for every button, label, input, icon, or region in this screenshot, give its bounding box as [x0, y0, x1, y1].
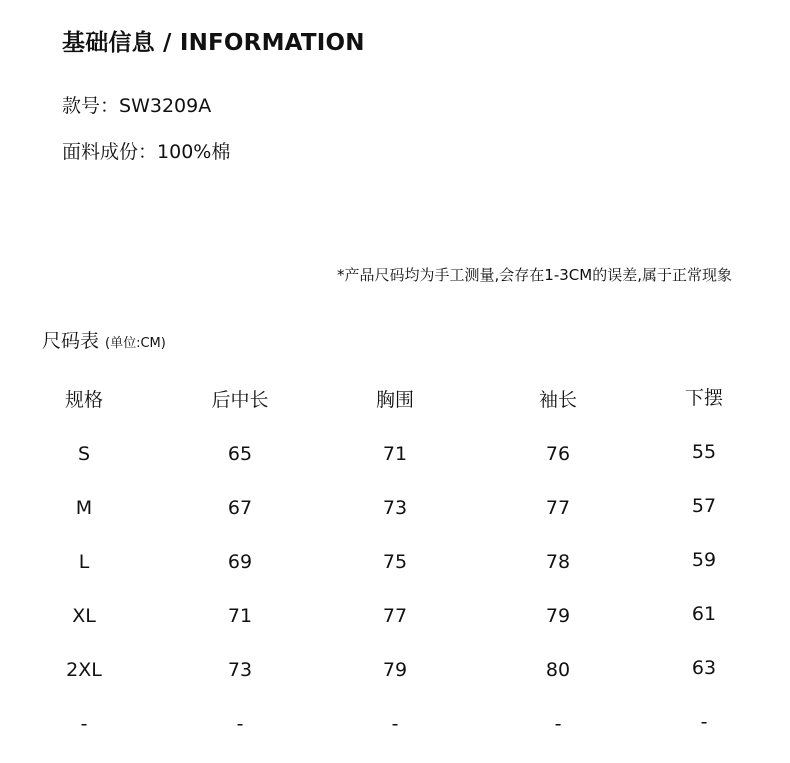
table-cell: 78 [545, 551, 571, 573]
table-cell: 69 [227, 551, 253, 573]
section-title: 基础信息 / INFORMATION [62, 30, 365, 56]
size-table-title [42, 326, 166, 353]
table-cell: 76 [545, 443, 571, 465]
style-number-label: 款号： [62, 95, 120, 117]
table-header-cell: 后中长 [211, 389, 269, 411]
table-cell: 57 [691, 495, 717, 517]
table-cell: 73 [227, 659, 253, 681]
table-header-cell: 规格 [64, 389, 103, 411]
style-number-line [62, 91, 211, 118]
table-cell: 55 [691, 441, 717, 463]
table-cell: 80 [545, 659, 571, 681]
size-table-unit: (单位:CM) [105, 336, 166, 351]
table-cell: 77 [382, 605, 408, 627]
table-cell: 63 [691, 657, 717, 679]
table-cell: M [75, 497, 93, 519]
table-cell: 59 [691, 549, 717, 571]
style-number-value: SW3209A [119, 95, 212, 117]
table-cell: XL [72, 605, 96, 627]
table-cell: 75 [382, 551, 408, 573]
table-cell: 61 [691, 603, 717, 625]
fabric-composition-line [62, 137, 230, 164]
table-header-cell: 袖长 [538, 389, 577, 411]
table-cell: 67 [227, 497, 253, 519]
table-cell: - [391, 713, 399, 735]
table-cell: 71 [227, 605, 253, 627]
measurement-note: *产品尺码均为手工测量,会存在1-3CM的误差,属于正常现象 [337, 266, 732, 284]
table-cell: - [236, 713, 244, 735]
fabric-composition-label: 面料成份： [62, 141, 158, 163]
table-header-cell: 下摆 [684, 387, 723, 409]
table-cell: - [700, 711, 708, 733]
table-header-cell: 胸围 [375, 389, 414, 411]
table-cell: L [78, 551, 90, 573]
size-table-heading: 尺码表 [42, 330, 100, 352]
table-cell: - [554, 713, 562, 735]
table-cell: 71 [382, 443, 408, 465]
table-cell: - [80, 713, 88, 735]
table-cell: 79 [382, 659, 408, 681]
fabric-composition-value: 100%棉 [157, 141, 231, 163]
table-cell: 79 [545, 605, 571, 627]
table-cell: 65 [227, 443, 253, 465]
table-cell: 77 [545, 497, 571, 519]
table-cell: 2XL [66, 659, 102, 681]
table-cell: 73 [382, 497, 408, 519]
table-cell: S [77, 443, 91, 465]
